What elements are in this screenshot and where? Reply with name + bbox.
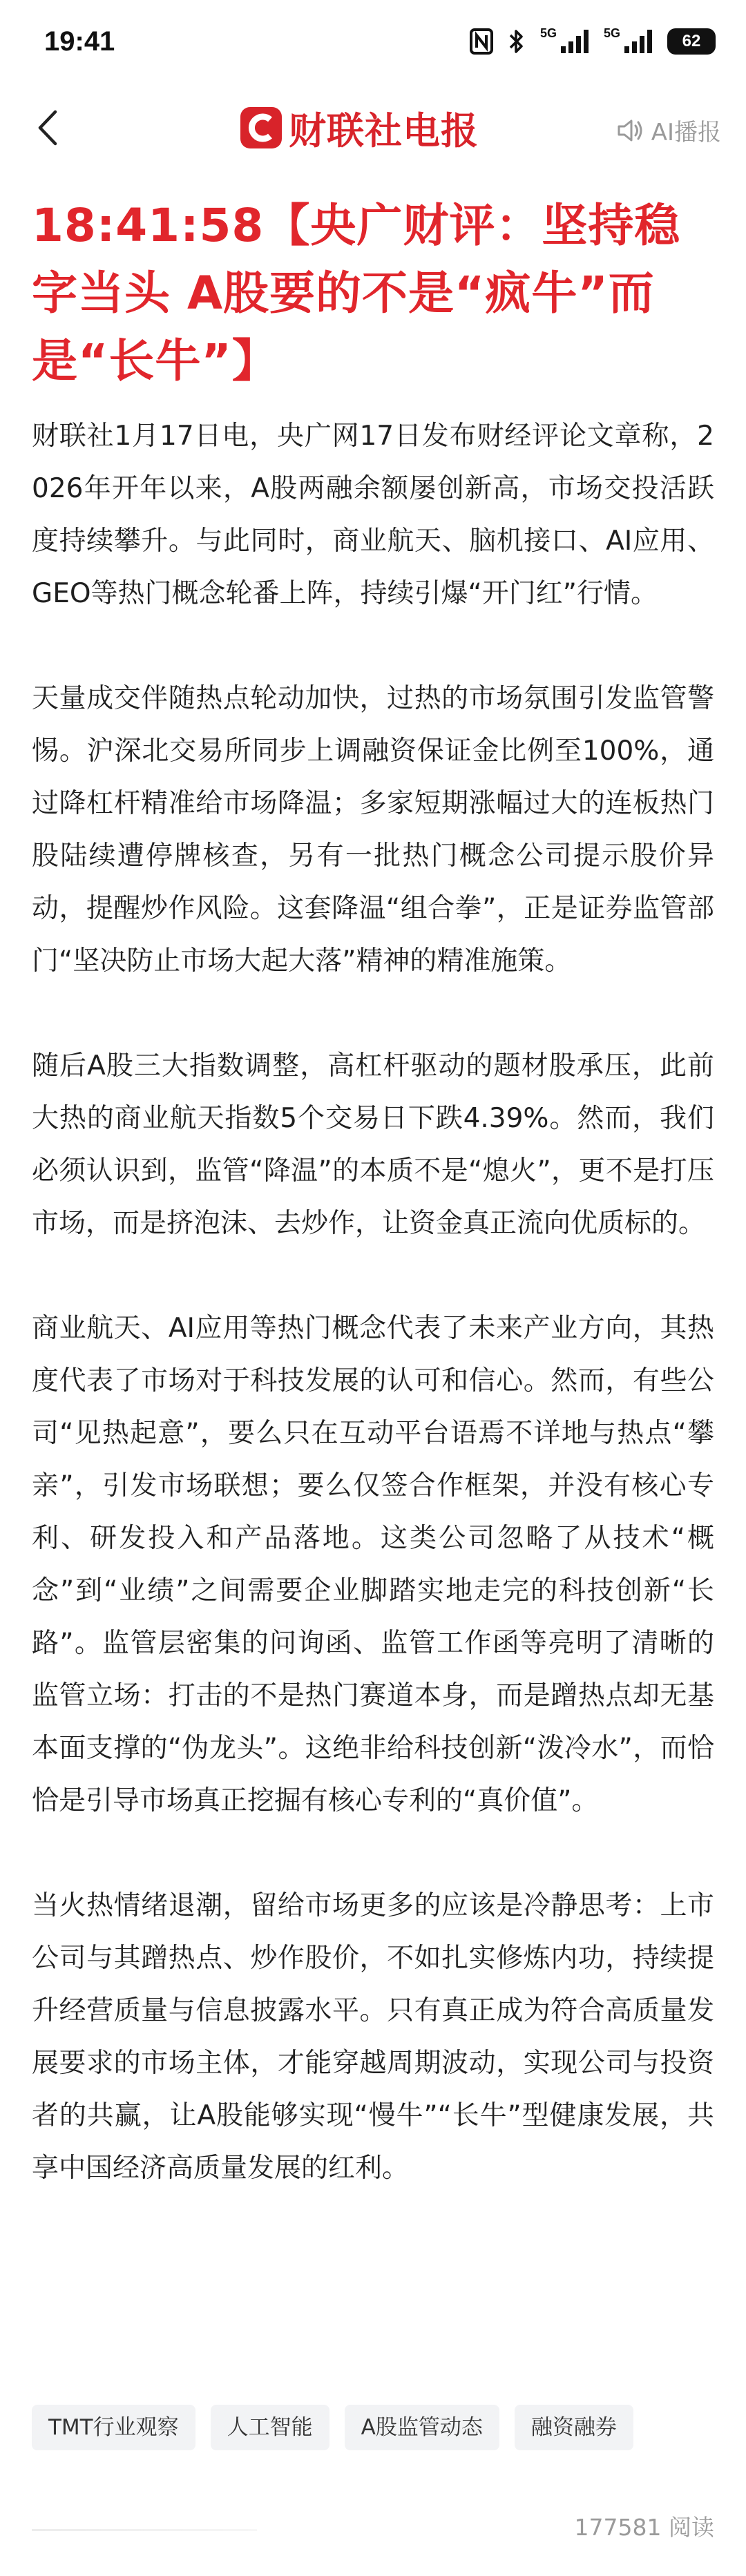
article-headline: 18:41:58【央广财评：坚持稳字当头 A股要的不是“疯牛”而是“长牛”】 xyxy=(32,199,681,387)
ai-broadcast-label: AI播报 xyxy=(651,119,721,146)
nfc-icon xyxy=(470,28,493,55)
tag-chip[interactable]: A股监管动态 xyxy=(345,2405,499,2450)
bluetooth-icon xyxy=(508,28,525,55)
status-time: 19:41 xyxy=(44,26,115,57)
article-paragraph: 商业航天、AI应用等热门概念代表了未来产业方向，其热度代表了市场对于科技发展的认可和信心。然而，有些公司“见热起意”，要么只在互动平台语焉不详地与热点“攀亲”，引发市场联想；要么仅签合作框架，并没有核心专利、研发投入和产品落地。这类公司忽略了从技术“概念”到“业绩”之间需要企业脚踏实地走完的科技创新“长路”。监管层密集的问询函、监管工作函等亮明了清晰的监管立场：打击的不是热门赛道本身，而是蹭热点却无基本面支撑的“伪龙头”。这绝非给科技创新“泼冷水”，而恰恰是引导市场真正挖掘有核心专利的“真价值”。 xyxy=(32,1313,714,1816)
brand-logo xyxy=(240,102,479,153)
signal-2-icon xyxy=(624,30,652,53)
article-paragraph: 当火热情绪退潮，留给市场更多的应该是冷静思考：上市公司与其蹭热点、炒作股价，不如扎实修炼内功，持续提升经营质量与信息披露水平。只有真正成为符合高质量发展要求的市场主体，才能穿越周期波动，实现公司与投资者的共赢，让A股能够实现“慢牛”“长牛”型健康发展，共享中国经济高质量发展的红利。 xyxy=(32,1890,714,2184)
signal-1-label: 5G xyxy=(539,26,557,40)
tag-chip[interactable]: 人工智能 xyxy=(211,2405,329,2450)
status-icons xyxy=(470,28,716,55)
article-paragraph: 随后A股三大指数调整，高杠杆驱动的题材股承压，此前大热的商业航天指数5个交易日下跌4.39%。然而，我们必须认识到，监管“降温”的本质不是“熄火”，更不是打压市场，而是挤泡沫、去炒作，让资金真正流向优质标的。 xyxy=(32,1050,714,1239)
brand-name: 财联社电报 xyxy=(289,108,479,153)
signal-1-icon xyxy=(561,30,589,53)
signal-2-label: 5G xyxy=(603,26,620,40)
article-paragraph: 财联社1月17日电，央广网17日发布财经评论文章称，2026年开年以来，A股两融余额屡创新高，市场交投活跃度持续攀升。与此同时，商业航天、脑机接口、AI应用、GEO等热门概念轮番上阵，持续引爆“开门红”行情。 xyxy=(32,421,714,609)
back-button[interactable] xyxy=(23,104,72,152)
read-count: 177581 阅读 xyxy=(574,2514,714,2541)
status-bar xyxy=(0,0,746,83)
footer-divider xyxy=(32,2529,257,2531)
tag-chip[interactable]: TMT行业观察 xyxy=(32,2405,195,2450)
speaker-icon xyxy=(617,118,644,143)
chevron-left-icon xyxy=(37,110,58,146)
article-paragraph: 天量成交伴随热点轮动加快，过热的市场氛围引发监管警惕。沪深北交易所同步上调融资保证金比例至100%，通过降杠杆精准给市场降温；多家短期涨幅过大的连板热门股陆续遭停牌核查，另有一批热门概念公司提示股价异动，提醒炒作风险。这套降温“组合拳”，正是证券监管部门“坚决防止市场大起大落”精神的精准施策。 xyxy=(32,683,714,977)
tag-chip[interactable]: 融资融券 xyxy=(515,2405,633,2450)
battery-indicator: 62 xyxy=(667,28,716,55)
brand-mark-icon xyxy=(240,107,282,148)
nav-bar xyxy=(0,83,746,173)
tag-list xyxy=(32,2405,633,2450)
ai-broadcast-button[interactable] xyxy=(617,113,721,147)
article xyxy=(32,192,714,2195)
